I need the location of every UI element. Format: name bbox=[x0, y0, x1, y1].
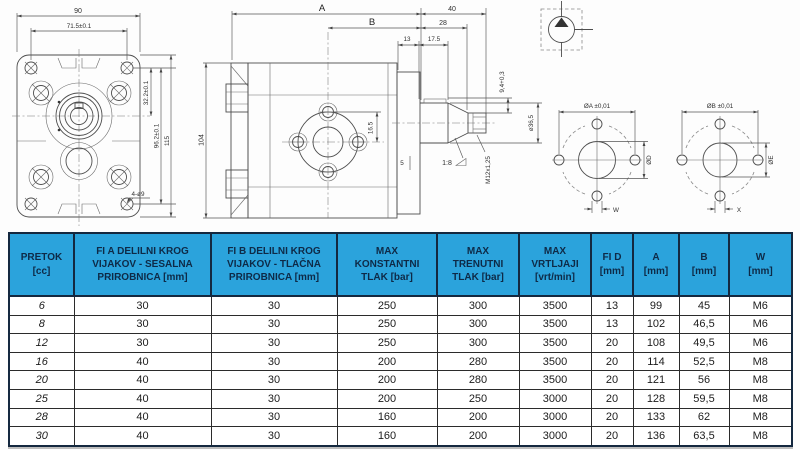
table-cell: 6 bbox=[9, 296, 74, 315]
dim-40-label: 40 bbox=[448, 6, 456, 13]
table-cell: 3000 bbox=[519, 427, 591, 446]
table-cell: 20 bbox=[591, 352, 633, 371]
dim-94-label: 9,4+0,3 bbox=[499, 71, 506, 93]
table-cell: 46,5 bbox=[679, 315, 729, 334]
table-row bbox=[9, 390, 792, 409]
table-cell: M8 bbox=[729, 352, 792, 371]
spec-table-body bbox=[9, 296, 792, 446]
table-row bbox=[9, 408, 792, 427]
column-header: MAX KONSTANTNI TLAK [bar] bbox=[337, 233, 437, 296]
table-cell: 250 bbox=[337, 315, 437, 334]
table-cell: 128 bbox=[633, 390, 679, 409]
table-cell: 20 bbox=[591, 334, 633, 353]
column-header: A [mm] bbox=[633, 233, 679, 296]
spec-table-header bbox=[9, 233, 792, 296]
table-cell: 30 bbox=[211, 390, 337, 409]
table-cell: 30 bbox=[74, 296, 211, 315]
table-cell: 200 bbox=[337, 352, 437, 371]
flange-a-port-dia-label: ØD bbox=[646, 155, 653, 165]
dim-13-label: 13 bbox=[403, 36, 411, 43]
table-cell: 3500 bbox=[519, 315, 591, 334]
flange-b-port-dia-label: ØE bbox=[768, 155, 775, 165]
table-cell: 59,5 bbox=[679, 390, 729, 409]
dim-28-label: 28 bbox=[439, 20, 447, 27]
holes-callout-label: 4-ø9 bbox=[131, 191, 145, 198]
table-cell: 30 bbox=[211, 427, 337, 446]
flange-a-thread-label: W bbox=[613, 207, 619, 214]
table-cell: 30 bbox=[211, 315, 337, 334]
table-cell: 63,5 bbox=[679, 427, 729, 446]
dim-165-label: 16.5 bbox=[367, 121, 375, 135]
table-cell: 102 bbox=[633, 315, 679, 334]
front-view-dimensions bbox=[17, 8, 176, 217]
table-cell: M8 bbox=[729, 390, 792, 409]
table-cell: 280 bbox=[437, 352, 519, 371]
table-cell: 280 bbox=[437, 371, 519, 390]
table-row bbox=[9, 352, 792, 371]
table-cell: 13 bbox=[591, 296, 633, 315]
side-view bbox=[199, 3, 543, 218]
table-cell: 30 bbox=[211, 352, 337, 371]
pressure-flange-detail bbox=[676, 103, 775, 214]
table-cell: 20 bbox=[591, 371, 633, 390]
dim-5-label: 5 bbox=[400, 160, 404, 167]
table-cell: 200 bbox=[337, 371, 437, 390]
column-header: MAX VRTLJAJI [vrt/min] bbox=[519, 233, 591, 296]
table-cell: 49,5 bbox=[679, 334, 729, 353]
flange-b-dia-label: ØB ±0,01 bbox=[706, 103, 734, 110]
table-cell: 3500 bbox=[519, 352, 591, 371]
table-cell: 40 bbox=[74, 390, 211, 409]
table-cell: 40 bbox=[74, 352, 211, 371]
column-header: PRETOK [cc] bbox=[9, 233, 74, 296]
table-row bbox=[9, 371, 792, 390]
table-cell: M6 bbox=[729, 315, 792, 334]
table-row bbox=[9, 427, 792, 446]
table-cell: 20 bbox=[591, 427, 633, 446]
table-cell: 133 bbox=[633, 408, 679, 427]
table-cell: 250 bbox=[337, 334, 437, 353]
pump-symbol-icon bbox=[541, 1, 593, 57]
table-cell: 56 bbox=[679, 371, 729, 390]
table-cell: 3000 bbox=[519, 408, 591, 427]
table-cell: 108 bbox=[633, 334, 679, 353]
table-cell: 121 bbox=[633, 371, 679, 390]
thread-label: M12x1,25 bbox=[485, 156, 492, 184]
table-cell: 30 bbox=[9, 427, 74, 446]
table-cell: 114 bbox=[633, 352, 679, 371]
column-header: FI B DELILNI KROG VIJAKOV - TLAČNA PRIROBNICA [mm] bbox=[211, 233, 337, 296]
table-cell: 40 bbox=[74, 408, 211, 427]
dim-175-label: 17.5 bbox=[427, 36, 441, 43]
suction-flange-detail bbox=[552, 103, 653, 214]
table-cell: 250 bbox=[337, 296, 437, 315]
dim-b-label: B bbox=[368, 17, 376, 28]
column-header: FI D [mm] bbox=[591, 233, 633, 296]
table-cell: 3500 bbox=[519, 296, 591, 315]
table-cell: 200 bbox=[437, 408, 519, 427]
table-cell: 62 bbox=[679, 408, 729, 427]
flange-b-thread-label: X bbox=[736, 207, 742, 214]
table-cell: 28 bbox=[9, 408, 74, 427]
column-header: FI A DELILNI KROG VIJAKOV - SESALNA PRIROBNICA [mm] bbox=[74, 233, 211, 296]
taper-label: 1:8 bbox=[442, 160, 452, 167]
table-cell: 300 bbox=[437, 315, 519, 334]
table-cell: 12 bbox=[9, 334, 74, 353]
table-cell: 16 bbox=[9, 352, 74, 371]
assembly-bolts bbox=[226, 84, 248, 198]
table-row bbox=[9, 296, 792, 315]
table-cell: 8 bbox=[9, 315, 74, 334]
table-cell: 30 bbox=[211, 334, 337, 353]
table-cell: 20 bbox=[591, 408, 633, 427]
table-cell: 3500 bbox=[519, 334, 591, 353]
table-cell: 40 bbox=[74, 371, 211, 390]
column-header: B [mm] bbox=[679, 233, 729, 296]
dim-bolt-spacing-label: 71.5±0.1 bbox=[66, 23, 92, 30]
table-cell: 160 bbox=[337, 408, 437, 427]
table-cell: 136 bbox=[633, 427, 679, 446]
table-cell: 52,5 bbox=[679, 352, 729, 371]
table-cell: 30 bbox=[211, 408, 337, 427]
table-cell: 250 bbox=[437, 390, 519, 409]
table-cell: M8 bbox=[729, 408, 792, 427]
table-row bbox=[9, 315, 792, 334]
dim-104-label: 104 bbox=[198, 134, 206, 146]
dim-115-label: 115 bbox=[164, 135, 171, 147]
table-cell: 20 bbox=[591, 390, 633, 409]
dim-a-label: A bbox=[318, 3, 326, 14]
table-cell: 3000 bbox=[519, 390, 591, 409]
table-cell: 200 bbox=[437, 427, 519, 446]
table-cell: 30 bbox=[74, 315, 211, 334]
table-cell: 300 bbox=[437, 296, 519, 315]
dim-32-label: 32.2±0.1 bbox=[143, 80, 150, 106]
column-header: MAX TRENUTNI TLAK [bar] bbox=[437, 233, 519, 296]
assembly-bolt-holes bbox=[29, 81, 131, 189]
table-cell: 30 bbox=[211, 371, 337, 390]
table-cell: 45 bbox=[679, 296, 729, 315]
table-cell: 300 bbox=[437, 334, 519, 353]
flange-a-dia-label: ØA ±0,01 bbox=[583, 103, 611, 110]
table-cell: 99 bbox=[633, 296, 679, 315]
table-cell: 200 bbox=[337, 390, 437, 409]
table-cell: M8 bbox=[729, 427, 792, 446]
column-header: W [mm] bbox=[729, 233, 792, 296]
side-view-dimensions bbox=[199, 3, 543, 218]
table-cell: M6 bbox=[729, 296, 792, 315]
dim-width-label: 90 bbox=[74, 8, 82, 15]
table-cell: 40 bbox=[74, 427, 211, 446]
table-cell: 30 bbox=[74, 334, 211, 353]
table-cell: 30 bbox=[211, 296, 337, 315]
table-cell: M6 bbox=[729, 334, 792, 353]
table-row bbox=[9, 334, 792, 353]
table-cell: 160 bbox=[337, 427, 437, 446]
table-cell: M8 bbox=[729, 371, 792, 390]
table-cell: 20 bbox=[9, 371, 74, 390]
spec-table bbox=[8, 232, 793, 447]
front-view bbox=[12, 8, 176, 226]
table-cell: 3500 bbox=[519, 371, 591, 390]
dim-96-label: 96.2±0.1 bbox=[153, 123, 161, 149]
table-cell: 25 bbox=[9, 390, 74, 409]
drive-shaft bbox=[392, 99, 497, 143]
table-cell: 13 bbox=[591, 315, 633, 334]
dim-shaft-dia-label: ø36,5 bbox=[528, 114, 535, 132]
